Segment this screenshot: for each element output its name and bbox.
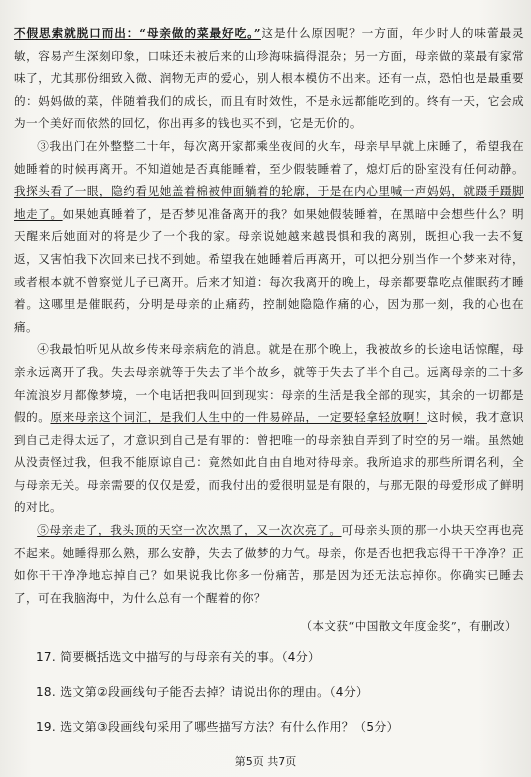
source-note: （本文获“中国散文年度金奖”，有删改）	[300, 619, 517, 633]
underlined-sentence: ⑤母亲走了，我头顶的天空一次次黑了，又一次次亮了。	[37, 523, 342, 538]
paragraph-text: 这时候，我才意识到自己走得太远了，才意识到自己是有罪的：曾把唯一的母亲独自弄到了时空的另一端。虽然她从没责怪过我，但我不能原谅自己：竟然如此自由自地对待母亲。我所追求的那些所谓名利，全与母亲无关。母亲需要的仅仅是爱，而我付出的爱很明显是有限的，与那无限的母爱形成了鲜明的对比。	[14, 410, 525, 515]
paragraph-text: 可母亲头顶的那一小块天空再也亮不起来。她睡得那么熟，那么安静，失去了做梦的力气。母亲，你是否也把我忘得干干净净？正如你干干净净地忘掉自己？如果说我比你多一份痛苦，那是因为还无法忘掉你。你确实已睡去了，可在我脑海中，为什么总有一个醒着的你？	[14, 523, 524, 605]
paragraph-text: ③我出门在外整整二十年，每次离开家都乘坐夜间的火车，母亲早早就上床睡了，希望我在她睡着的时候再离开。不知道她是否真能睡着，至少假装睡着了，熄灯后的卧室没有任何动静。	[14, 138, 524, 176]
question-18: 18. 选文第②段画线句子能否去掉？请说出你的理由。（4分）	[36, 685, 369, 699]
underlined-sentence: 我探头看了一眼，隐约看见她盖着棉被伸面躺着的轮廓，于是在内心里喊一声妈妈，就蹑手蹑脚地走了。	[14, 184, 524, 221]
paragraph-1	[14, 22, 524, 135]
question-19: 19. 选文第③段画线句采用了哪些描写方法？有什么作用？（5分）	[36, 720, 399, 734]
paragraph-5	[14, 519, 524, 609]
reading-passage	[14, 22, 524, 609]
paragraph-text: 这是什么原因呢？一方面，年少时人的味蕾最灵敏，容易产生深刻印象，口味还未被后来的山珍海味搞得混杂；另一方面，母亲做的菜最有家常味了，尤其那份细致入微、润物无声的爱心，别人根本模仿不出来。还有一点，恐怕也是最重要的：妈妈做的菜，伴随着我们的成长，而且有时效性，不是永远都能吃到的。终有一天，它会成为一个美好而依然的回忆，你出再多的钱也买不到，它是无价的。	[14, 26, 524, 131]
question-17: 17. 简要概括选文中描写的与母亲有关的事。（4分）	[36, 650, 321, 664]
paragraph-text: ④我最怕听见从故乡传来母亲病危的消息。就是在那个晚上，我被故乡的长途电话惊醒，母亲永远离开了我。失去母亲就等于失去了半个故乡，就等于失去了半个自己。远离母亲的二十多年流浪岁月都像梦境，一个电话把我叫回到现实：母亲的生活是我全部的现实，其余的一切都是假的。	[14, 342, 524, 425]
paragraph-4	[14, 338, 524, 519]
underlined-sentence: 不假思索就脱口而出：“母亲做的菜最好吃。”	[14, 26, 261, 40]
paragraph-3	[14, 135, 524, 338]
underlined-sentence: 原来母亲这个词汇，是我们人生中的一件易碎品，一定要轻拿轻放啊！	[50, 410, 427, 425]
page-footer: 第5页 共7页	[234, 755, 297, 768]
paragraph-text: 如果她真睡着了，是否梦见准备离开的我？如果她假装睡着，在黑暗中会想些什么？明天醒来后她面对的将是少了一个我的家。母亲说她越来越畏惧和我的离别，既担心我一去不复返，又害怕我下次回来已找不到她。希望我在她睡着后再离开，可以把分别当作一个梦来对待，或者根本就不曾察觉儿子已离开。后来才知道：每次我离开的晚上，母亲都要靠吃点催眠药才睡着。这哪里是催眠药，分明是母亲的止痛药，控制她隐隐作痛的心，因为那一刻，我的心也在痛。	[14, 206, 524, 334]
